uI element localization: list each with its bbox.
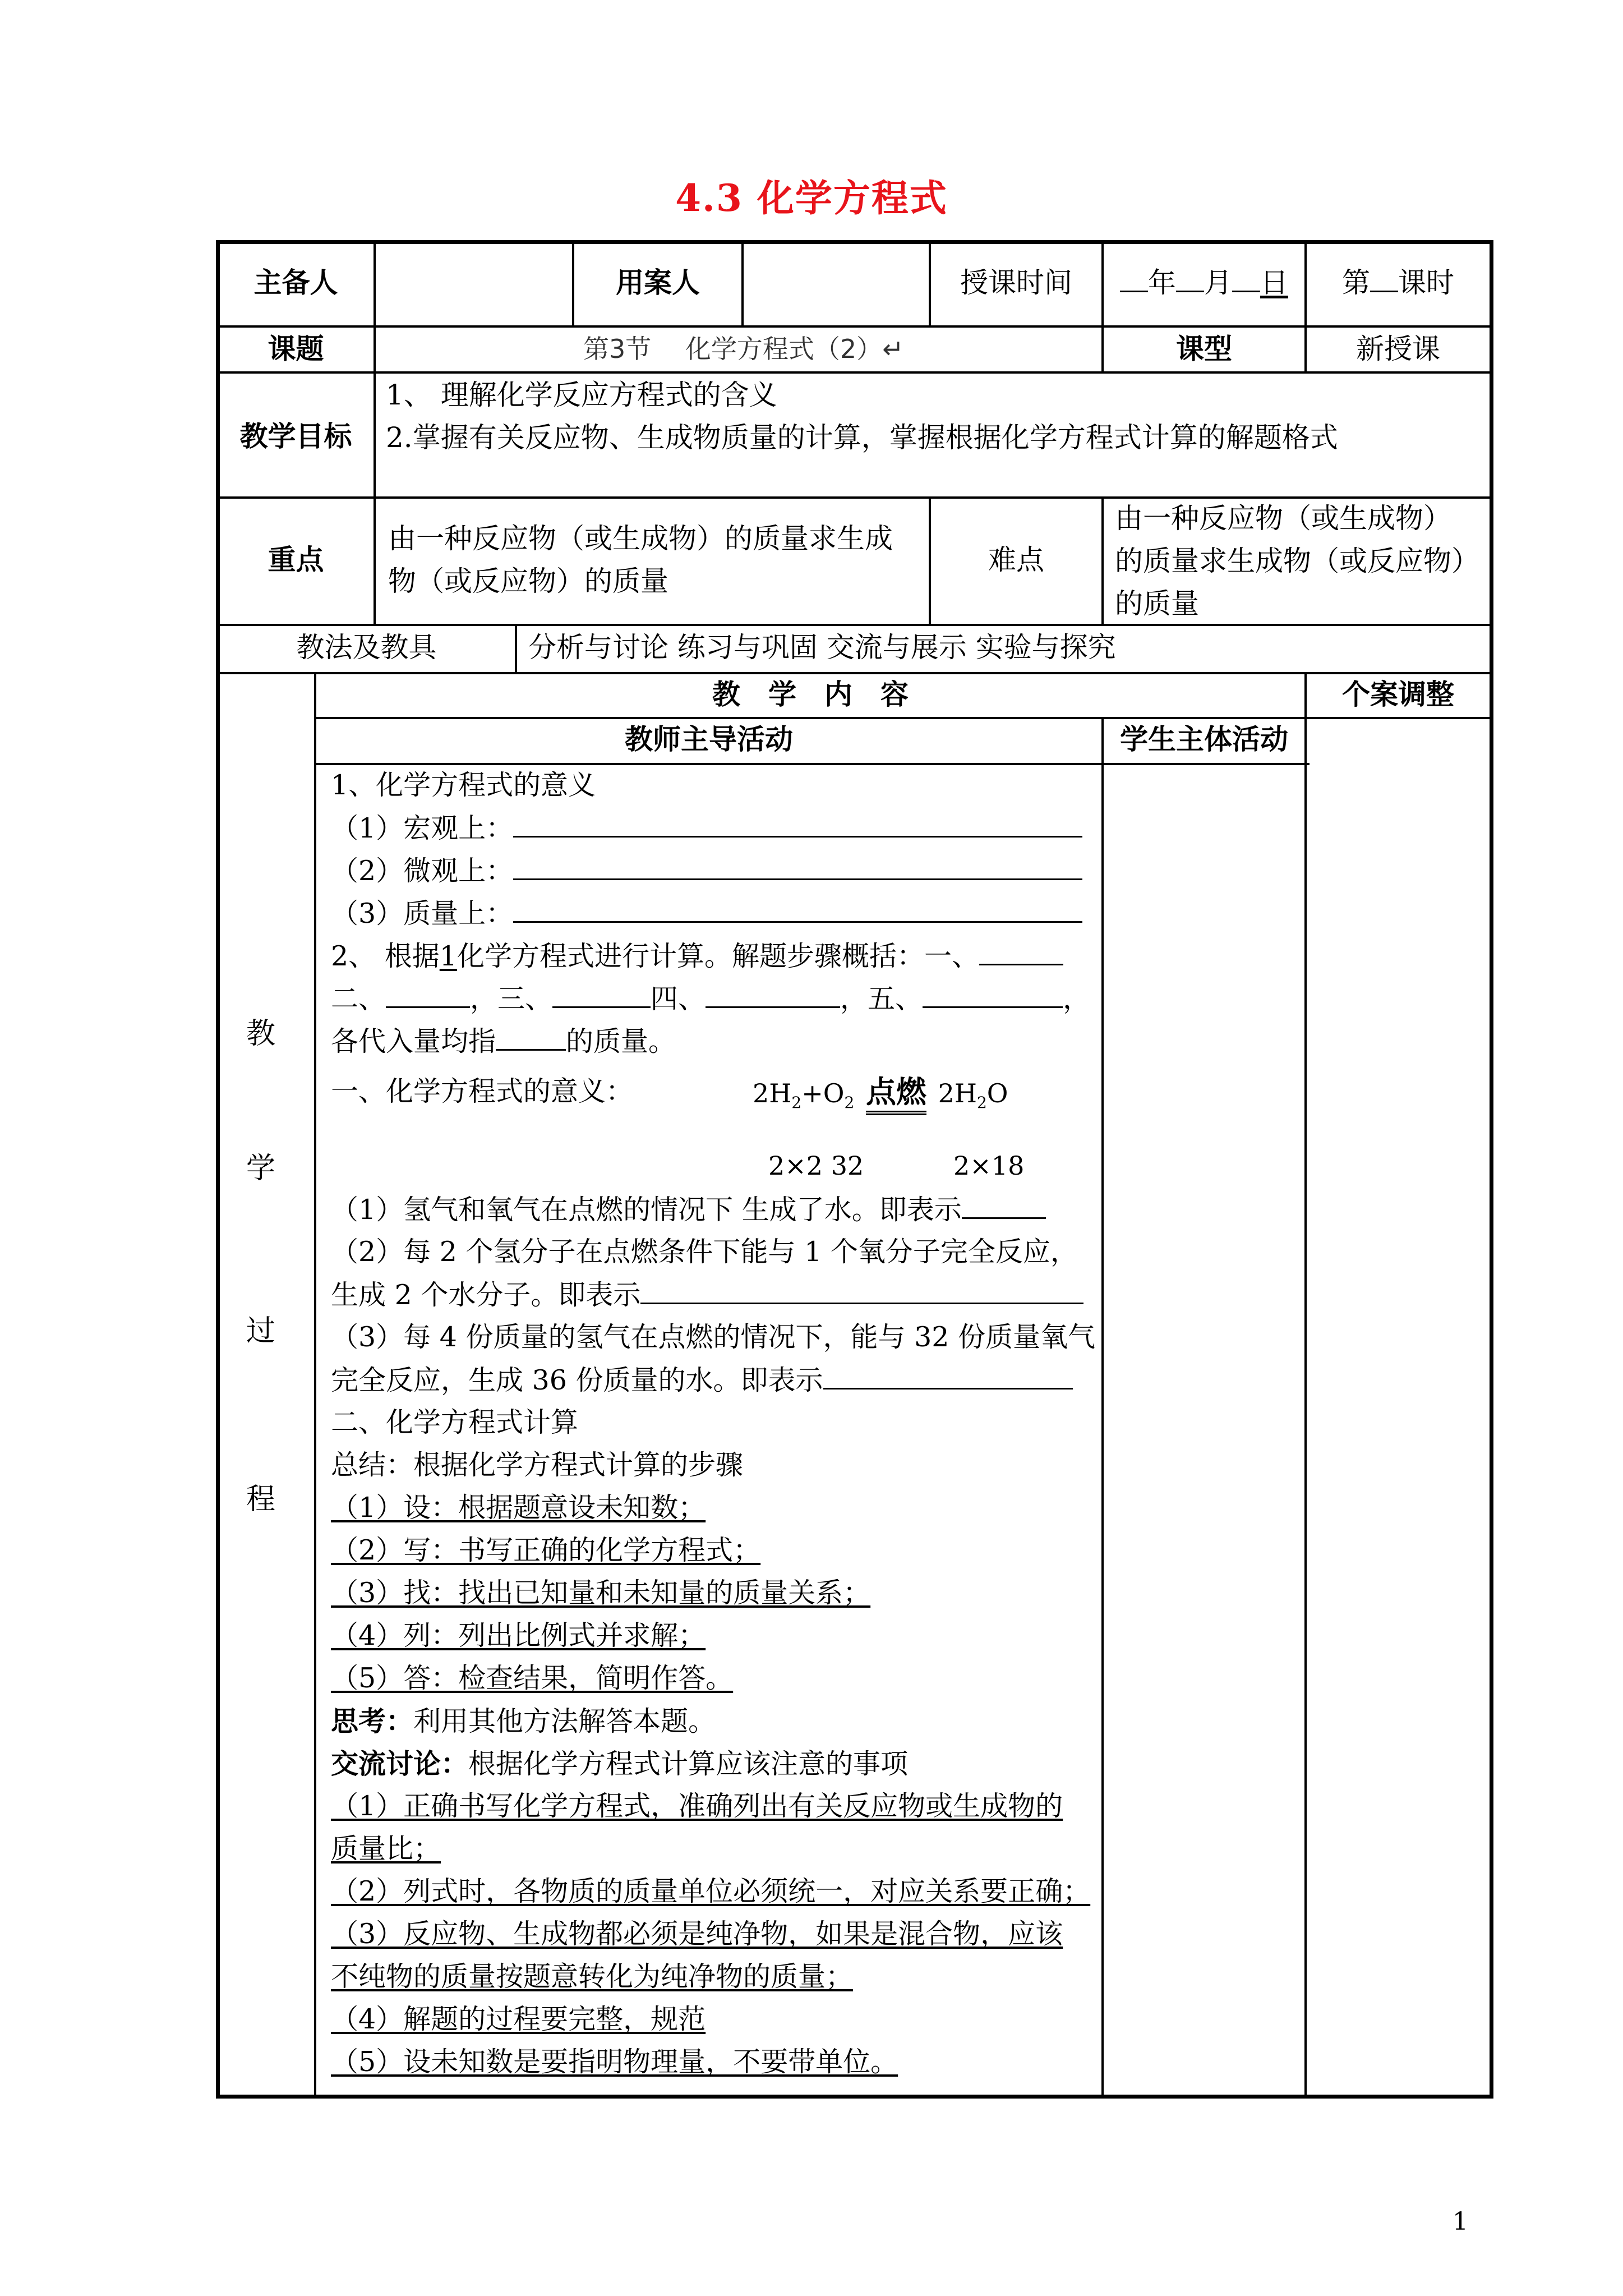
lesson-date: 年 月 日	[1104, 261, 1304, 304]
content-line: 完全反应，生成 36 份质量的水。即表示	[331, 1359, 1102, 1402]
content-line: （3）质量上：	[331, 892, 1102, 935]
difficulty-line: 的质量	[1115, 587, 1199, 620]
goal-item: 1、 理解化学反应方程式的含义	[386, 379, 777, 411]
content-line: 2、 根据1化学方程式进行计算。解题步骤概括：一、	[331, 935, 1102, 978]
page-title: 4.3 化学方程式	[675, 176, 948, 220]
difficulty-label: 难点	[988, 544, 1044, 576]
teacher-header: 教师主导活动	[625, 723, 793, 756]
step-item: （5）答：检查结果，简明作答。	[331, 1662, 734, 1694]
time-label: 授课时间	[960, 266, 1072, 299]
content-line: （2）微观上：	[331, 849, 1102, 892]
chemical-equation: $2H_2+O_2$ 点燃 $2H_2O$	[753, 1070, 1008, 1124]
topic-value: 第3节 化学方程式（2）↵	[583, 334, 904, 364]
mass-ratio: 2×18	[953, 1151, 1025, 1181]
key-points-label: 重点	[268, 543, 324, 576]
step-item: （3）找：找出已知量和未知量的质量关系；	[331, 1577, 871, 1609]
content-line: 生成 2 个水分子。即表示	[331, 1273, 1102, 1317]
step-item: （4）列：列出比例式并求解；	[331, 1619, 706, 1651]
process-side-char: 教	[246, 1017, 275, 1051]
content-line: （1）宏观上：	[331, 807, 1102, 850]
note-item: （4）解题的过程要完整，规范	[331, 2003, 706, 2035]
content-line: 二、化学方程式计算	[331, 1406, 579, 1438]
content-line: 二、 ，三、 四、 ，五、 ，	[331, 977, 1102, 1020]
content-line: 各代入量均指 的质量。	[331, 1020, 1102, 1063]
think-line: 思考：利用其他方法解答本题。	[331, 1705, 716, 1737]
content-line: （3）每 4 份质量的氢气在点燃的情况下，能与 32 份质量氧气	[331, 1321, 1096, 1353]
note-item: 不纯物的质量按题意转化为纯净物的质量；	[331, 1961, 854, 1993]
note-item: （3）反应物、生成物都必须是纯净物，如果是混合物，应该	[331, 1918, 1063, 1950]
user-label: 用案人	[616, 266, 700, 299]
adjust-header: 个案调整	[1342, 678, 1454, 711]
note-item: （1）正确书写化学方程式，准确列出有关反应物或生成物的	[331, 1790, 1063, 1822]
key-points-line: 由一种反应物（或生成物）的质量求生成	[388, 522, 893, 555]
student-header: 学生主体活动	[1120, 723, 1288, 756]
methods-label: 教法及教具	[296, 631, 437, 664]
content-line: 1、化学方程式的意义	[331, 769, 596, 801]
mass-ratio: 2×2 32	[768, 1151, 864, 1181]
content-line: 一、化学方程式的意义：	[331, 1075, 634, 1107]
type-label: 课型	[1176, 332, 1232, 365]
methods-value: 分析与讨论 练习与巩固 交流与展示 实验与探究	[528, 631, 1116, 664]
process-side-char: 过	[246, 1314, 275, 1348]
key-points-line: 物（或反应物）的质量	[388, 565, 668, 597]
difficulty-line: 的质量求生成物（或反应物）	[1115, 545, 1479, 577]
step-item: （1）设：根据题意设未知数；	[331, 1492, 706, 1524]
process-side-char: 程	[246, 1483, 275, 1516]
discussion-line: 交流讨论：根据化学方程式计算应该注意的事项	[331, 1747, 909, 1780]
note-item: 质量比；	[331, 1833, 441, 1865]
content-header: 教 学 内 容	[712, 678, 909, 711]
goals-label: 教学目标	[239, 420, 352, 453]
content-line: （2）每 2 个氢分子在点燃条件下能与 1 个氧分子完全反应，	[331, 1236, 1078, 1268]
goal-item: 2.掌握有关反应物、生成物质量的计算，掌握根据化学方程式计算的解题格式	[386, 421, 1338, 454]
ignition-condition: 点燃	[866, 1074, 926, 1115]
process-side-char: 学	[246, 1152, 275, 1185]
step-item: （2）写：书写正确的化学方程式；	[331, 1534, 761, 1566]
lesson-period: 第 课时	[1307, 261, 1490, 304]
content-line: 总结：根据化学方程式计算的步骤	[331, 1449, 744, 1481]
note-item: （2）列式时，各物质的质量单位必须统一，对应关系要正确；	[331, 1875, 1091, 1907]
content-line: （1）氢气和氧气在点燃的情况下 生成了水。即表示	[331, 1188, 1102, 1231]
type-value: 新授课	[1356, 333, 1440, 365]
topic-label: 课题	[268, 332, 324, 365]
note-item: （5）设未知数是要指明物理量，不要带单位。	[331, 2046, 898, 2078]
page-number: 1	[1453, 2207, 1468, 2236]
preparer-label: 主备人	[253, 266, 338, 299]
difficulty-line: 由一种反应物（或生成物）	[1115, 502, 1451, 535]
